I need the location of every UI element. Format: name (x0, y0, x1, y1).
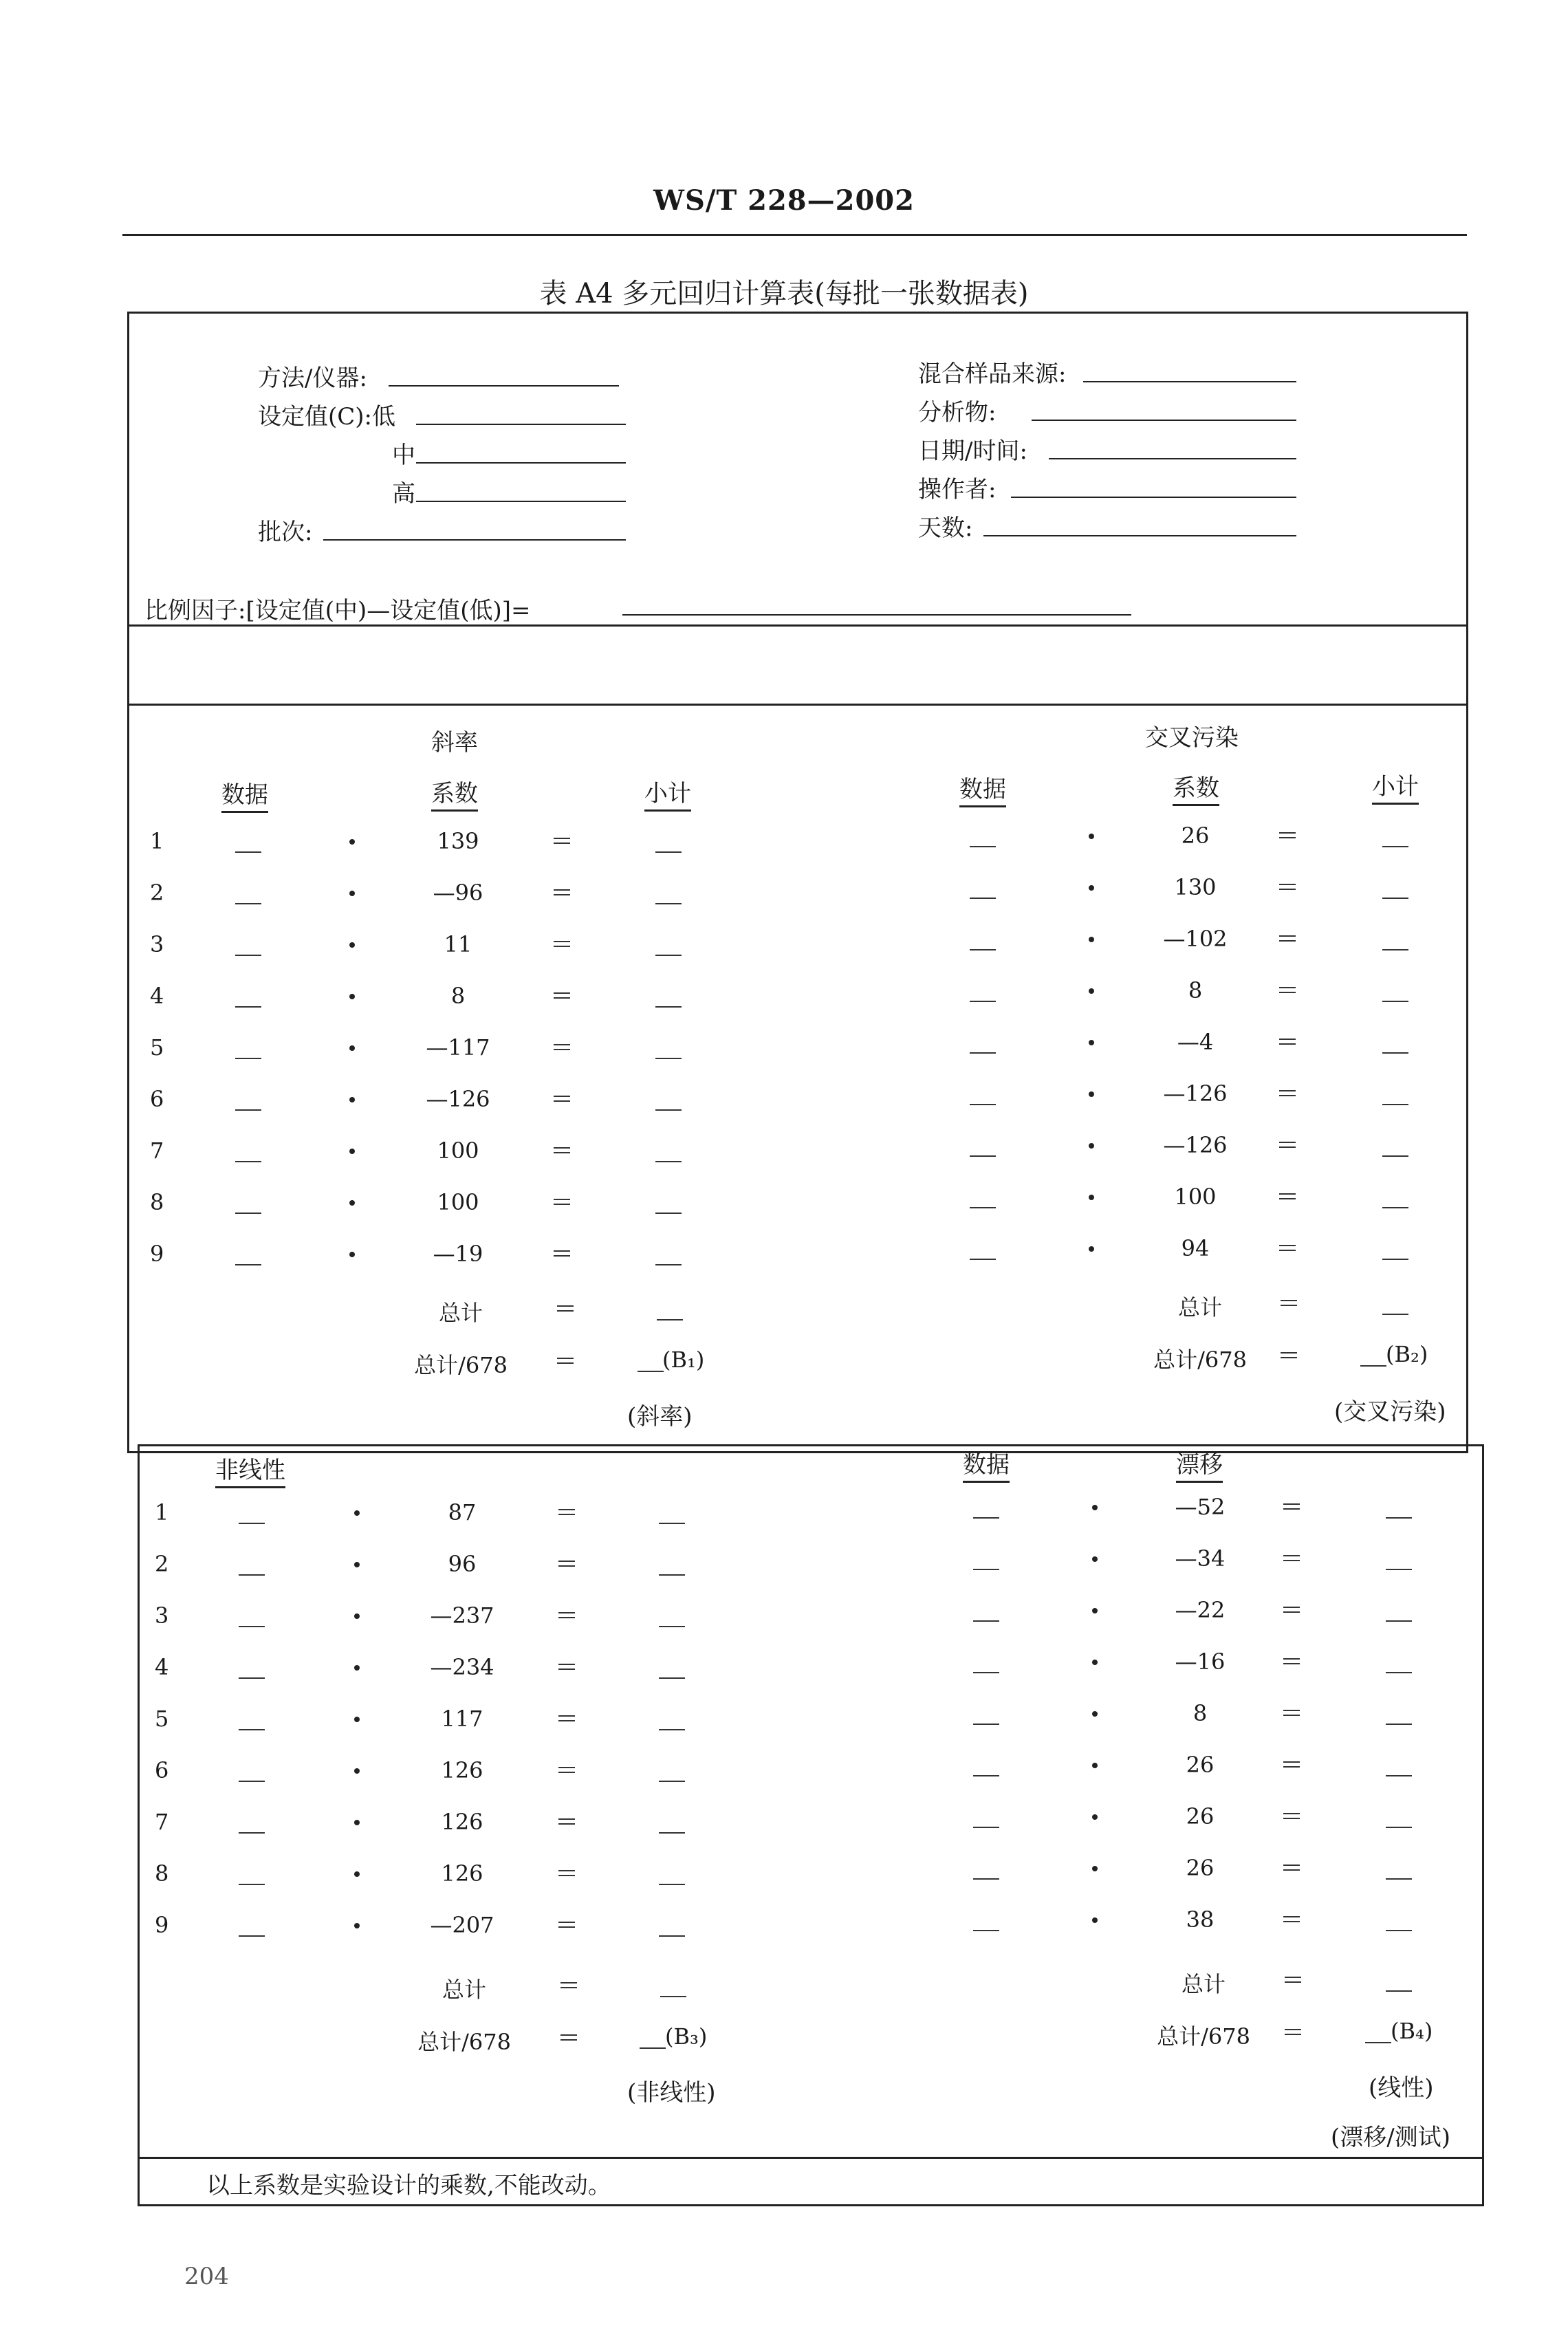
drift-multiply-dot (1092, 1763, 1098, 1768)
slope-data-blank[interactable] (235, 955, 261, 956)
field-days-label: 天数: (918, 514, 973, 542)
slope-multiply-dot (349, 891, 355, 896)
drift-multiply-dot (1092, 1505, 1098, 1510)
crosstalk-total678-equals (1281, 1352, 1297, 1358)
nonlinear-subtotal-blank[interactable] (659, 1626, 685, 1627)
drift-data-blank[interactable] (973, 1930, 999, 1931)
slope-coefficient: 100 (437, 1189, 479, 1215)
crosstalk-coefficient: —102 (1163, 926, 1228, 952)
crosstalk-subtotal-blank[interactable] (1382, 1104, 1408, 1105)
slope-data-blank[interactable] (235, 1058, 261, 1059)
crosstalk-subtotal-blank[interactable] (1382, 1001, 1408, 1002)
crosstalk-multiply-dot (1089, 1040, 1094, 1045)
drift-multiply-dot (1092, 1556, 1098, 1562)
nonlinear-equals (558, 1561, 575, 1567)
nonlinear-multiply-dot (354, 1717, 360, 1722)
slope-equals (554, 1147, 570, 1153)
field-datetime-line[interactable] (1049, 458, 1296, 459)
nonlinear-equals (558, 1664, 575, 1670)
drift-coefficient: —16 (1175, 1649, 1226, 1675)
nonlinear-multiply-dot (354, 1871, 360, 1877)
slope-data-header: 数据 (221, 776, 268, 813)
nonlinear-coefficient: 126 (441, 1757, 483, 1783)
nonlinear-subtotal-blank[interactable] (659, 1935, 685, 1937)
nonlinear-coefficient: 126 (441, 1860, 483, 1887)
slope-multiply-dot (349, 1149, 355, 1154)
slope-coefficient: —126 (426, 1086, 490, 1112)
crosstalk-data-header: 数据 (959, 770, 1006, 807)
crosstalk-multiply-dot (1089, 1143, 1094, 1149)
drift-result2-label: (漂移/测试) (1331, 2124, 1450, 2151)
drift-multiply-dot (1092, 1711, 1098, 1717)
nonlinear-b3-blank[interactable] (640, 2047, 666, 2049)
nonlinear-row-number: 5 (155, 1706, 169, 1732)
footnote: 以上系数是实验设计的乘数,不能改动。 (206, 2172, 611, 2199)
nonlinear-data-blank[interactable] (239, 1729, 265, 1730)
slope-coef-header: 系数 (431, 774, 478, 812)
slope-equals (554, 889, 570, 895)
nonlinear-b3-symbol: (B₃) (665, 2023, 708, 2050)
crosstalk-equals (1279, 832, 1296, 838)
slope-row-number: 8 (150, 1189, 164, 1215)
slope-total-equals (557, 1305, 574, 1312)
drift-coefficient: 26 (1186, 1855, 1215, 1881)
drift-data-blank[interactable] (973, 1878, 999, 1880)
drift-data-blank[interactable] (973, 1517, 999, 1519)
nonlinear-subtotal-blank[interactable] (659, 1832, 685, 1834)
nonlinear-row-number: 8 (155, 1860, 169, 1887)
drift-total-equals (1285, 1977, 1301, 1983)
field-setpoint-high-line[interactable] (416, 501, 626, 502)
drift-coefficient: —22 (1175, 1597, 1226, 1623)
nonlinear-total-blank[interactable] (660, 1996, 686, 1997)
drift-coefficient: 26 (1186, 1803, 1215, 1829)
slope-subtotal-blank[interactable] (655, 1109, 682, 1111)
nonlinear-data-blank[interactable] (239, 1574, 265, 1576)
slope-equals (554, 1199, 570, 1205)
slope-multiply-dot (349, 1252, 355, 1257)
drift-equals (1283, 1658, 1300, 1664)
crosstalk-equals (1279, 1039, 1296, 1045)
nonlinear-equals (558, 1612, 575, 1618)
nonlinear-coefficient: 126 (441, 1809, 483, 1835)
field-setpoint-mid-label: 中 (392, 442, 415, 469)
field-setpoint-high-label: 高 (392, 480, 415, 508)
crosstalk-coef-header: 系数 (1173, 769, 1219, 806)
crosstalk-total-label: 总计 (1177, 1294, 1222, 1320)
slope-b1-symbol: (B₁) (662, 1347, 705, 1373)
crosstalk-equals (1279, 987, 1296, 993)
drift-data-blank[interactable] (973, 1827, 999, 1828)
nonlinear-total678-label: 总计/678 (417, 2029, 511, 2055)
crosstalk-coefficient: —126 (1163, 1080, 1228, 1107)
slope-row-number: 4 (150, 983, 164, 1009)
drift-equals (1283, 1710, 1300, 1716)
crosstalk-data-blank[interactable] (970, 1052, 996, 1054)
slope-multiply-dot (349, 942, 355, 948)
nonlinear-equals (558, 1922, 575, 1928)
field-source-label: 混合样品来源: (918, 360, 1067, 388)
slope-row-number: 3 (150, 931, 164, 957)
slope-subtotal-blank[interactable] (655, 1058, 682, 1059)
nonlinear-row-number: 6 (155, 1757, 169, 1783)
nonlinear-multiply-dot (354, 1613, 360, 1619)
crosstalk-equals (1279, 884, 1296, 890)
nonlinear-row-number: 3 (155, 1602, 169, 1629)
divider-blank (127, 704, 1468, 706)
drift-multiply-dot (1092, 1660, 1098, 1665)
slope-equals (554, 941, 570, 947)
slope-multiply-dot (349, 1200, 355, 1206)
slope-total678-label: 总计/678 (414, 1352, 508, 1378)
drift-data-blank[interactable] (973, 1569, 999, 1570)
crosstalk-equals (1279, 935, 1296, 942)
nonlinear-subtotal-blank[interactable] (659, 1677, 685, 1679)
crosstalk-multiply-dot (1089, 937, 1094, 942)
nonlinear-data-blank[interactable] (239, 1677, 265, 1679)
crosstalk-group-header: 交叉污染 (1145, 724, 1239, 752)
crosstalk-data-blank[interactable] (970, 898, 996, 899)
field-analyte-label: 分析物: (918, 399, 997, 426)
drift-subtotal-blank[interactable] (1386, 1620, 1412, 1622)
nonlinear-total-label: 总计 (442, 1977, 486, 2003)
nonlinear-row-number: 1 (155, 1499, 169, 1525)
drift-coefficient: —52 (1175, 1494, 1226, 1520)
field-ratio-label: 比例因子:[设定值(中)—设定值(低)]= (144, 597, 531, 624)
crosstalk-subtotal-blank[interactable] (1382, 949, 1408, 950)
crosstalk-subtotal-blank[interactable] (1382, 898, 1408, 899)
nonlinear-coefficient: —234 (430, 1654, 494, 1680)
drift-subtotal-blank[interactable] (1386, 1569, 1412, 1570)
nonlinear-coefficient: —207 (430, 1912, 494, 1938)
crosstalk-data-blank[interactable] (970, 1259, 996, 1260)
crosstalk-equals (1279, 1142, 1296, 1148)
drift-coefficient: 26 (1186, 1752, 1215, 1778)
drift-subtotal-blank[interactable] (1386, 1827, 1412, 1828)
crosstalk-multiply-dot (1089, 988, 1094, 994)
nonlinear-coefficient: 117 (441, 1706, 483, 1732)
field-operator-line[interactable] (1011, 497, 1296, 498)
slope-total-label: 总计 (438, 1300, 483, 1326)
slope-data-blank[interactable] (235, 903, 261, 904)
slope-multiply-dot (349, 1097, 355, 1102)
nonlinear-data-blank[interactable] (239, 1523, 265, 1524)
drift-subtotal-blank[interactable] (1386, 1775, 1412, 1776)
crosstalk-data-blank[interactable] (970, 1104, 996, 1105)
nonlinear-group-header: 非线性 (215, 1451, 285, 1488)
slope-coefficient: 139 (437, 828, 479, 854)
crosstalk-subtotal-blank[interactable] (1382, 1259, 1408, 1260)
field-method-line[interactable] (389, 385, 619, 387)
standard-code: WS/T 228—2002 (653, 184, 915, 217)
drift-multiply-dot (1092, 1917, 1098, 1923)
crosstalk-multiply-dot (1089, 1195, 1094, 1200)
crosstalk-equals (1279, 1090, 1296, 1096)
crosstalk-data-blank[interactable] (970, 949, 996, 950)
table-frame-lower (138, 1444, 1484, 2206)
nonlinear-data-blank[interactable] (239, 1832, 265, 1834)
drift-equals (1283, 1761, 1300, 1768)
crosstalk-coefficient: —4 (1177, 1029, 1214, 1055)
slope-equals (554, 1096, 570, 1102)
drift-total678-label: 总计/678 (1157, 2023, 1250, 2050)
slope-data-blank[interactable] (235, 1264, 261, 1265)
slope-subtotal-header: 小计 (644, 774, 691, 812)
field-datetime-label: 日期/时间: (918, 437, 1027, 465)
drift-multiply-dot (1092, 1814, 1098, 1820)
crosstalk-coefficient: 130 (1174, 874, 1217, 900)
drift-subtotal-blank[interactable] (1386, 1517, 1412, 1519)
slope-subtotal-blank[interactable] (655, 1161, 682, 1162)
drift-total-blank[interactable] (1386, 1990, 1412, 1992)
slope-data-blank[interactable] (235, 851, 261, 853)
divider-footnote (138, 2157, 1484, 2159)
slope-subtotal-blank[interactable] (655, 1006, 682, 1008)
drift-coefficient: 38 (1186, 1906, 1215, 1933)
crosstalk-subtotal-blank[interactable] (1382, 1155, 1408, 1157)
slope-subtotal-blank[interactable] (655, 1264, 682, 1265)
slope-coefficient: 8 (450, 983, 466, 1009)
crosstalk-total-equals (1281, 1300, 1297, 1306)
drift-total-label: 总计 (1181, 1971, 1226, 1997)
drift-coefficient: 8 (1193, 1700, 1208, 1726)
drift-data-blank[interactable] (973, 1724, 999, 1725)
drift-total678-equals (1285, 2029, 1301, 2035)
nonlinear-total-equals (560, 1982, 577, 1988)
crosstalk-b2-blank[interactable] (1360, 1365, 1386, 1367)
field-days-line[interactable] (983, 535, 1296, 536)
crosstalk-subtotal-header: 小计 (1372, 768, 1419, 805)
slope-group-header: 斜率 (431, 729, 478, 757)
nonlinear-multiply-dot (354, 1562, 360, 1567)
slope-data-blank[interactable] (235, 1109, 261, 1111)
slope-data-blank[interactable] (235, 1006, 261, 1008)
nonlinear-coefficient: 87 (448, 1499, 477, 1525)
nonlinear-multiply-dot (354, 1820, 360, 1825)
crosstalk-data-blank[interactable] (970, 1001, 996, 1002)
crosstalk-equals (1279, 1245, 1296, 1251)
table-title: 表 A4 多元回归计算表(每批一张数据表) (539, 278, 1029, 309)
crosstalk-multiply-dot (1089, 885, 1094, 891)
crosstalk-data-blank[interactable] (970, 1155, 996, 1157)
field-batch-label: 批次: (258, 519, 313, 546)
nonlinear-row-number: 2 (155, 1551, 169, 1577)
slope-coefficient: —117 (426, 1034, 490, 1061)
drift-subtotal-blank[interactable] (1386, 1724, 1412, 1725)
crosstalk-multiply-dot (1089, 1246, 1094, 1252)
drift-coefficient: —34 (1175, 1545, 1226, 1572)
drift-data-blank[interactable] (973, 1775, 999, 1776)
slope-multiply-dot (349, 839, 355, 845)
slope-data-blank[interactable] (235, 1161, 261, 1162)
slope-result-label: (斜率) (627, 1403, 693, 1431)
slope-row-number: 2 (150, 880, 164, 906)
field-source-line[interactable] (1083, 381, 1296, 382)
drift-multiply-dot (1092, 1608, 1098, 1613)
crosstalk-total-blank[interactable] (1382, 1314, 1408, 1315)
slope-coefficient: —96 (433, 880, 483, 906)
drift-subtotal-blank[interactable] (1386, 1672, 1412, 1673)
slope-row-number: 6 (150, 1086, 164, 1112)
crosstalk-subtotal-blank[interactable] (1382, 1052, 1408, 1054)
slope-row-number: 5 (150, 1034, 164, 1061)
slope-row-number: 1 (150, 828, 164, 854)
slope-equals (554, 992, 570, 999)
drift-equals (1283, 1916, 1300, 1922)
crosstalk-coefficient: 100 (1174, 1184, 1217, 1210)
crosstalk-result-label: (交叉污染) (1334, 1398, 1446, 1426)
drift-b4-symbol: (B₄) (1391, 2018, 1433, 2044)
nonlinear-subtotal-blank[interactable] (659, 1781, 685, 1782)
field-ratio-line[interactable] (622, 614, 1131, 616)
nonlinear-result-label: (非线性) (627, 2079, 716, 2107)
nonlinear-equals (558, 1870, 575, 1876)
nonlinear-multiply-dot (354, 1510, 360, 1516)
nonlinear-data-blank[interactable] (239, 1626, 265, 1627)
slope-row-number: 7 (150, 1138, 164, 1164)
nonlinear-multiply-dot (354, 1923, 360, 1928)
drift-equals (1283, 1607, 1300, 1613)
nonlinear-multiply-dot (354, 1665, 360, 1671)
field-analyte-line[interactable] (1032, 420, 1296, 421)
slope-data-blank[interactable] (235, 1213, 261, 1214)
crosstalk-data-blank[interactable] (970, 846, 996, 847)
field-setpoint-mid-line[interactable] (416, 462, 626, 464)
nonlinear-multiply-dot (354, 1768, 360, 1774)
slope-coefficient: 100 (437, 1138, 479, 1164)
page-number: 204 (184, 2263, 229, 2290)
nonlinear-equals (558, 1818, 575, 1825)
slope-subtotal-blank[interactable] (655, 955, 682, 956)
slope-subtotal-blank[interactable] (655, 1213, 682, 1214)
drift-equals (1283, 1865, 1300, 1871)
crosstalk-coefficient: 26 (1181, 823, 1210, 849)
crosstalk-data-blank[interactable] (970, 1207, 996, 1208)
nonlinear-equals (558, 1509, 575, 1515)
slope-b1-blank[interactable] (638, 1371, 664, 1372)
crosstalk-coefficient: —126 (1163, 1132, 1228, 1158)
crosstalk-total678-label: 总计/678 (1153, 1347, 1247, 1373)
slope-multiply-dot (349, 994, 355, 999)
field-operator-label: 操作者: (918, 476, 997, 503)
slope-equals (554, 1250, 570, 1257)
drift-multiply-dot (1092, 1866, 1098, 1871)
drift-b4-blank[interactable] (1365, 2042, 1391, 2043)
slope-equals (554, 1044, 570, 1050)
nonlinear-subtotal-blank[interactable] (659, 1523, 685, 1524)
field-batch-line[interactable] (323, 539, 626, 541)
header-rule (122, 234, 1467, 236)
drift-data-blank[interactable] (973, 1620, 999, 1622)
drift-group-header: 漂移 (1176, 1446, 1223, 1483)
slope-total-blank[interactable] (657, 1319, 683, 1320)
field-setpoint-low-line[interactable] (416, 424, 626, 425)
slope-multiply-dot (349, 1045, 355, 1051)
nonlinear-row-number: 4 (155, 1654, 169, 1680)
table-frame-upper (127, 312, 1468, 1453)
drift-equals (1283, 1813, 1300, 1819)
nonlinear-equals (558, 1767, 575, 1773)
slope-row-number: 9 (150, 1241, 164, 1267)
crosstalk-multiply-dot (1089, 1091, 1094, 1097)
slope-subtotal-blank[interactable] (655, 903, 682, 904)
nonlinear-subtotal-blank[interactable] (659, 1729, 685, 1730)
crosstalk-coefficient: 94 (1181, 1235, 1210, 1261)
drift-equals (1283, 1555, 1300, 1561)
drift-data-header: 数据 (963, 1446, 1010, 1483)
nonlinear-subtotal-blank[interactable] (659, 1884, 685, 1885)
drift-equals (1283, 1503, 1300, 1510)
slope-coefficient: 11 (444, 931, 472, 957)
nonlinear-coefficient: 96 (448, 1551, 477, 1577)
nonlinear-row-number: 9 (155, 1912, 169, 1938)
nonlinear-data-blank[interactable] (239, 1935, 265, 1937)
nonlinear-total678-equals (560, 2034, 577, 2041)
nonlinear-subtotal-blank[interactable] (659, 1574, 685, 1576)
field-setpoint-low-label: 设定值(C):低 (258, 403, 395, 431)
slope-total678-equals (557, 1358, 574, 1364)
nonlinear-coefficient: —237 (430, 1602, 494, 1629)
crosstalk-subtotal-blank[interactable] (1382, 1207, 1408, 1208)
field-method-label: 方法/仪器: (258, 365, 367, 392)
slope-coefficient: —19 (433, 1241, 483, 1267)
nonlinear-equals (558, 1715, 575, 1721)
nonlinear-data-blank[interactable] (239, 1781, 265, 1782)
drift-subtotal-blank[interactable] (1386, 1930, 1412, 1931)
drift-result-label: (线性) (1369, 2074, 1434, 2102)
drift-data-blank[interactable] (973, 1672, 999, 1673)
crosstalk-b2-symbol: (B₂) (1386, 1341, 1428, 1367)
slope-subtotal-blank[interactable] (655, 851, 682, 853)
drift-subtotal-blank[interactable] (1386, 1878, 1412, 1880)
nonlinear-row-number: 7 (155, 1809, 169, 1835)
crosstalk-coefficient: 8 (1188, 977, 1203, 1003)
crosstalk-subtotal-blank[interactable] (1382, 846, 1408, 847)
crosstalk-multiply-dot (1089, 834, 1094, 839)
crosstalk-equals (1279, 1193, 1296, 1199)
slope-equals (554, 838, 570, 844)
nonlinear-data-blank[interactable] (239, 1884, 265, 1885)
